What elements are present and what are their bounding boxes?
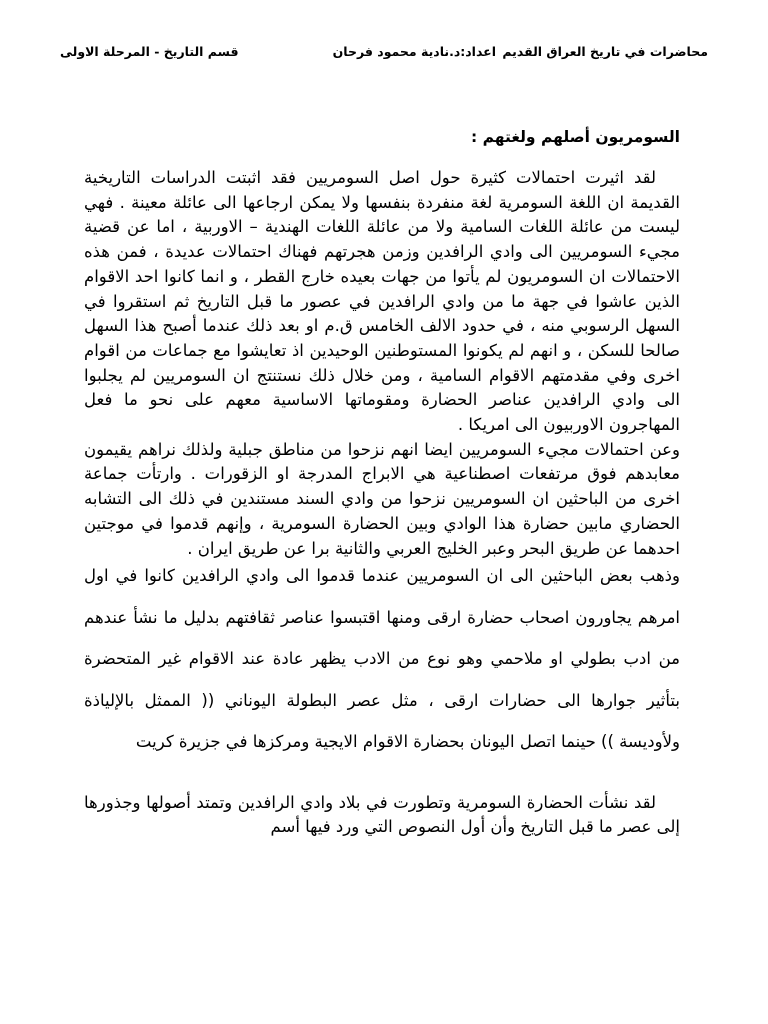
course-title: محاضرات في تاريخ العراق القديم [502, 44, 708, 59]
department-label: قسم التاريخ - المرحلة الاولى [60, 44, 239, 59]
page-header [60, 44, 708, 68]
author-name: اعداد:د.نادية محمود فرحان [332, 44, 496, 59]
paragraph-mountain-theory: وعن احتمالات مجيء السومريين ايضا انهم نزحوا من مناطق جبلية ولذلك نراهم يقيمون معابدهم فوق مرتفعات اصطناعية هي الابراج المدرجة او الزقورات . وارتأت جماعة اخرى من الباحثين ان السومريين نزحوا من وادي السند مستندين في ذلك الى التشابه الحضاري مابين حضارة هذا الوادي وبين الحضارة السومرية ، وإنهم قدموا في موجتين احدهما عن طريق البحر وعبر الخليج العربي والثانية برا عن طريق ايران . [84, 439, 680, 558]
paragraph-civilization: لقد نشأت الحضارة السومرية وتطورت في بلاد وادي الرافدين وتمتد أصولها وجذورها إلى عصر ما قبل التاريخ وأن أول النصوص التي ورد فيها أسم [84, 792, 680, 837]
paragraph-origins: لقد اثيرت احتمالات كثيرة حول اصل السومريين فقد اثبتت الدراسات التاريخية القديمة ان اللغة السومرية لغة منفردة بنفسها ولا يمكن ارجاعها الى عائلة معينة . فهي ليست من عائلة اللغات السامية ولا من عائلة اللغات الهندية – الاوربية ، اما عن قضية مجيء السومريين الى وادي الرافدين وزمن هجرتهم فهناك احتمالات عديدة ، فمن هذه الاحتمالات ان السومريون لم يأتوا من جهات بعيده خارج القطر ، و انما كانوا احد الاقوام الذين عاشوا في جهة ما من وادي الرافدين في عصور ما قبل التاريخ ثم استقروا في السهل الرسوبي منه ، في حدود الالف الخامس ق.م او بعد ذلك عندما أصبح هذا السهل صالحا للسكن ، و انهم لم يكونوا المستوطنين الوحيدين اذ تعايشوا مع جماعات من اقوام اخرى وفي مقدمتهم الاقوام السامية ، ومن خلال ذلك نستنتج ان السومريين لم يجلبوا الى وادي الرافدين عناصر الحضارة ومقوماتها الاساسية معهم على نحو ما فعل المهاجرون الاوربيون الى امريكا . [84, 168, 680, 435]
section-title: السومريون أصلهم ولغتهم : [471, 128, 680, 146]
document-body [84, 124, 680, 840]
paragraph-neighbors-theory: وذهب بعض الباحثين الى ان السومريين عندما قدموا الى وادي الرافدين كانوا في اول امرهم يجاورون اصحاب حضارة ارقى ومنها اقتبسوا عناصر ثقافتهم بدليل ما نشأ عندهم من ادب بطولي او ملاحمي وهو نوع من الادب يظهر عادة عند الاقوام غير المتحضرة بتأثير جوارها الى حضارات ارقى ، مثل عصر البطولة اليوناني (( الممثل بالإلياذة ولأوديسة )) حينما اتصل اليونان بحضارة الاقوام الايجية ومركزها في جزيرة كريت [84, 566, 680, 752]
